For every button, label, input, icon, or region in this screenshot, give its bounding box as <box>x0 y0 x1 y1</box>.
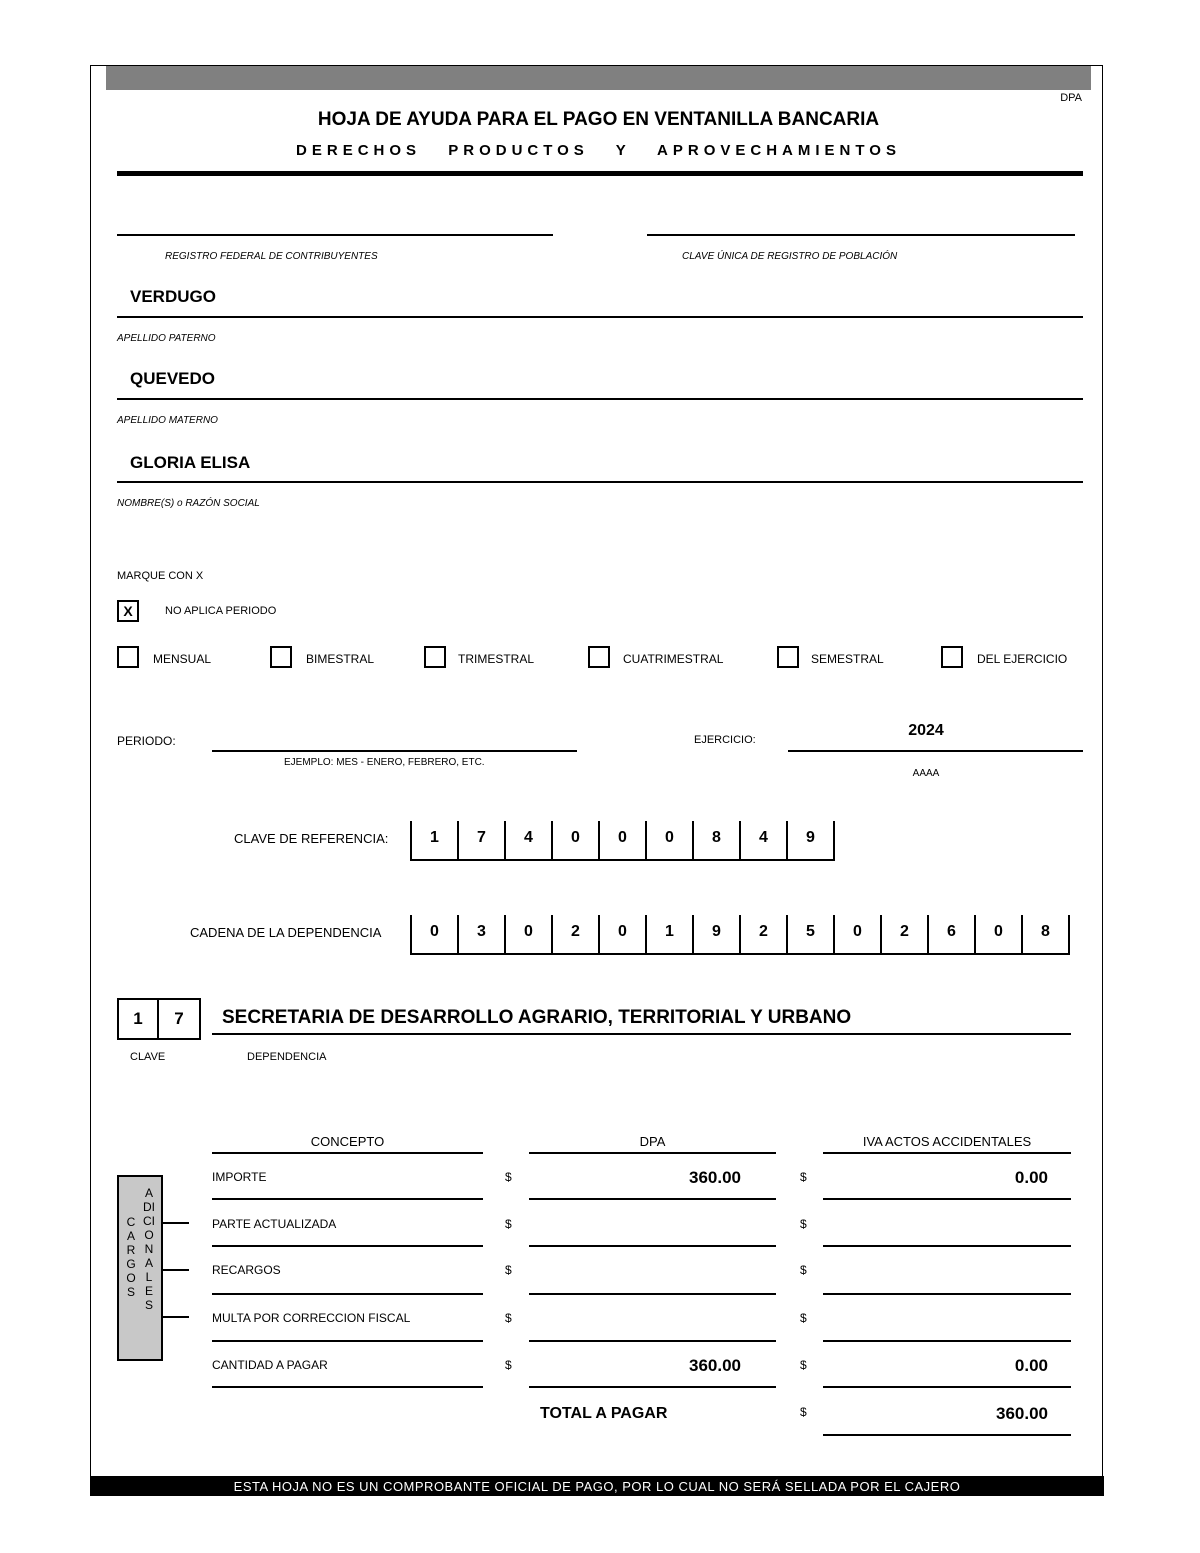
digit-cell: 5 <box>788 915 835 953</box>
row-line <box>212 1293 483 1295</box>
clave-label: CLAVE <box>130 1051 166 1063</box>
mensual-label: MENSUAL <box>153 652 212 666</box>
row-line <box>212 1245 483 1247</box>
trimestral-checkbox[interactable] <box>424 646 446 668</box>
header-line <box>529 1152 776 1154</box>
row-line <box>823 1293 1071 1295</box>
digit-cell: 2 <box>882 915 929 953</box>
semestral-label: SEMESTRAL <box>811 652 884 666</box>
digit-cell: 9 <box>788 821 835 859</box>
rfc-label: REGISTRO FEDERAL DE CONTRIBUYENTES <box>165 251 378 262</box>
digit-cell: 0 <box>553 821 600 859</box>
form-title: HOJA DE AYUDA PARA EL PAGO EN VENTANILLA BANCARIA <box>317 109 880 130</box>
currency-symbol: $ <box>800 1217 807 1231</box>
trimestral-label: TRIMESTRAL <box>458 652 535 666</box>
semestral-checkbox[interactable] <box>777 646 799 668</box>
nombre-label: NOMBRE(S) o RAZÓN SOCIAL <box>117 498 260 509</box>
rfc-line <box>117 234 553 236</box>
digit-cell: 2 <box>553 915 600 953</box>
digit-cell: 8 <box>694 821 741 859</box>
clave-referencia-label: CLAVE DE REFERENCIA: <box>234 831 389 846</box>
row-line <box>823 1198 1071 1200</box>
currency-symbol: $ <box>800 1170 807 1184</box>
currency-symbol: $ <box>505 1170 512 1184</box>
periodo-line <box>212 750 577 752</box>
digit-cell: 2 <box>741 915 788 953</box>
cadena-label: CADENA DE LA DEPENDENCIA <box>190 925 382 940</box>
title-divider <box>117 171 1083 176</box>
total-label: TOTAL A PAGAR <box>540 1405 668 1422</box>
no-aplica-checkbox[interactable]: X <box>117 600 139 622</box>
curp-line <box>647 234 1075 236</box>
connector <box>163 1316 189 1318</box>
digit-cell: 0 <box>835 915 882 953</box>
digit-cell: 3 <box>459 915 506 953</box>
row-line <box>529 1386 776 1388</box>
apellido-paterno-value[interactable]: VERDUGO <box>130 287 216 306</box>
cantidad-iva-value[interactable]: 0.00 <box>1014 1356 1048 1375</box>
apellido-paterno-label: APELLIDO PATERNO <box>117 333 216 344</box>
digit-cell: 0 <box>600 821 647 859</box>
form-frame <box>90 65 1103 1496</box>
cadena-cells[interactable] <box>410 915 1070 955</box>
row-line <box>823 1245 1071 1247</box>
del-ejercicio-checkbox[interactable] <box>941 646 963 668</box>
periodo-example: EJEMPLO: MES - ENERO, FEBRERO, ETC. <box>284 757 485 768</box>
materno-line <box>117 398 1083 400</box>
currency-symbol: $ <box>800 1405 807 1419</box>
marque-instruction: MARQUE CON X <box>117 570 204 582</box>
digit-cell: 7 <box>459 821 506 859</box>
ejercicio-line <box>788 750 1083 752</box>
row-label-cantidad: CANTIDAD A PAGAR <box>212 1358 328 1372</box>
currency-symbol: $ <box>505 1311 512 1325</box>
iva-header: IVA ACTOS ACCIDENTALES <box>862 1134 1032 1149</box>
apellido-materno-label: APELLIDO MATERNO <box>117 415 218 426</box>
digit-cell: 1 <box>647 915 694 953</box>
dpa-header: DPA <box>639 1134 666 1149</box>
currency-symbol: $ <box>800 1358 807 1372</box>
cantidad-dpa-value[interactable]: 360.00 <box>689 1356 741 1375</box>
clave-referencia-cells[interactable] <box>410 821 835 861</box>
nombre-line <box>117 481 1083 483</box>
dependencia-name: SECRETARIA DE DESARROLLO AGRARIO, TERRITORIAL Y URBANO <box>222 1007 852 1028</box>
clave-digit: 7 <box>174 1009 184 1028</box>
footer-notice: ESTA HOJA NO ES UN COMPROBANTE OFICIAL DE PAGO, POR LO CUAL NO SERÁ SELLADA POR EL CAJERO <box>90 1476 1104 1496</box>
row-label-multa: MULTA POR CORRECCION FISCAL <box>212 1311 411 1325</box>
row-label-parte-actualizada: PARTE ACTUALIZADA <box>212 1217 337 1231</box>
curp-label: CLAVE ÚNICA DE REGISTRO DE POBLACIÓN <box>682 251 898 262</box>
row-line <box>823 1386 1071 1388</box>
form-code: DPA <box>1060 92 1082 104</box>
currency-symbol: $ <box>505 1358 512 1372</box>
mensual-checkbox[interactable] <box>117 646 139 668</box>
row-label-importe: IMPORTE <box>212 1170 267 1184</box>
digit-cell: 6 <box>929 915 976 953</box>
row-line <box>529 1198 776 1200</box>
currency-symbol: $ <box>505 1263 512 1277</box>
adicionales-vertical-text: ADICIONALES <box>143 1186 155 1312</box>
total-value[interactable]: 360.00 <box>996 1404 1048 1423</box>
cargos-vertical-text: CARGOS <box>126 1215 136 1299</box>
ejercicio-label: EJERCICIO: <box>694 734 756 746</box>
row-line <box>529 1340 776 1342</box>
digit-cell: 8 <box>1023 915 1070 953</box>
bimestral-label: BIMESTRAL <box>306 652 375 666</box>
currency-symbol: $ <box>800 1311 807 1325</box>
importe-iva-value[interactable]: 0.00 <box>1014 1168 1048 1187</box>
row-line <box>212 1386 483 1388</box>
digit-cell: 4 <box>741 821 788 859</box>
ejercicio-format: AAAA <box>912 768 940 779</box>
periodo-label: PERIODO: <box>117 734 176 748</box>
concepto-header: CONCEPTO <box>310 1134 385 1149</box>
digit-cell: 9 <box>694 915 741 953</box>
clave-digit: 1 <box>119 1000 159 1038</box>
dependencia-clave-box <box>117 998 201 1040</box>
digit-cell: 1 <box>412 821 459 859</box>
cuatrimestral-checkbox[interactable] <box>588 646 610 668</box>
row-line <box>823 1340 1071 1342</box>
total-line <box>823 1434 1071 1436</box>
nombre-value[interactable]: GLORIA ELISA <box>130 453 251 472</box>
form-subtitle: DERECHOS PRODUCTOS Y APROVECHAMIENTOS <box>296 142 901 159</box>
row-label-recargos: RECARGOS <box>212 1263 281 1277</box>
del-ejercicio-label: DEL EJERCICIO <box>977 652 1068 666</box>
ejercicio-value[interactable]: 2024 <box>908 722 944 739</box>
currency-symbol: $ <box>800 1263 807 1277</box>
currency-symbol: $ <box>505 1217 512 1231</box>
digit-cell: 0 <box>976 915 1023 953</box>
digit-cell: 0 <box>412 915 459 953</box>
header-line <box>823 1152 1071 1154</box>
cuatrimestral-label: CUATRIMESTRAL <box>623 652 724 666</box>
importe-dpa-value[interactable]: 360.00 <box>689 1168 741 1187</box>
connector <box>163 1269 189 1271</box>
apellido-materno-value[interactable]: QUEVEDO <box>130 369 216 388</box>
connector <box>163 1222 189 1224</box>
header-line <box>212 1152 483 1154</box>
digit-cell: 0 <box>506 915 553 953</box>
dependencia-label: DEPENDENCIA <box>247 1051 327 1063</box>
dependencia-line <box>212 1033 1071 1035</box>
row-line <box>212 1198 483 1200</box>
bimestral-checkbox[interactable] <box>270 646 292 668</box>
digit-cell: 4 <box>506 821 553 859</box>
paterno-line <box>117 316 1083 318</box>
top-bar <box>106 66 1091 90</box>
digit-cell: 0 <box>600 915 647 953</box>
cargos-adicionales-box <box>117 1175 163 1361</box>
row-line <box>212 1340 483 1342</box>
row-line <box>529 1245 776 1247</box>
digit-cell: 0 <box>647 821 694 859</box>
no-aplica-label: NO APLICA PERIODO <box>165 605 277 617</box>
row-line <box>529 1293 776 1295</box>
